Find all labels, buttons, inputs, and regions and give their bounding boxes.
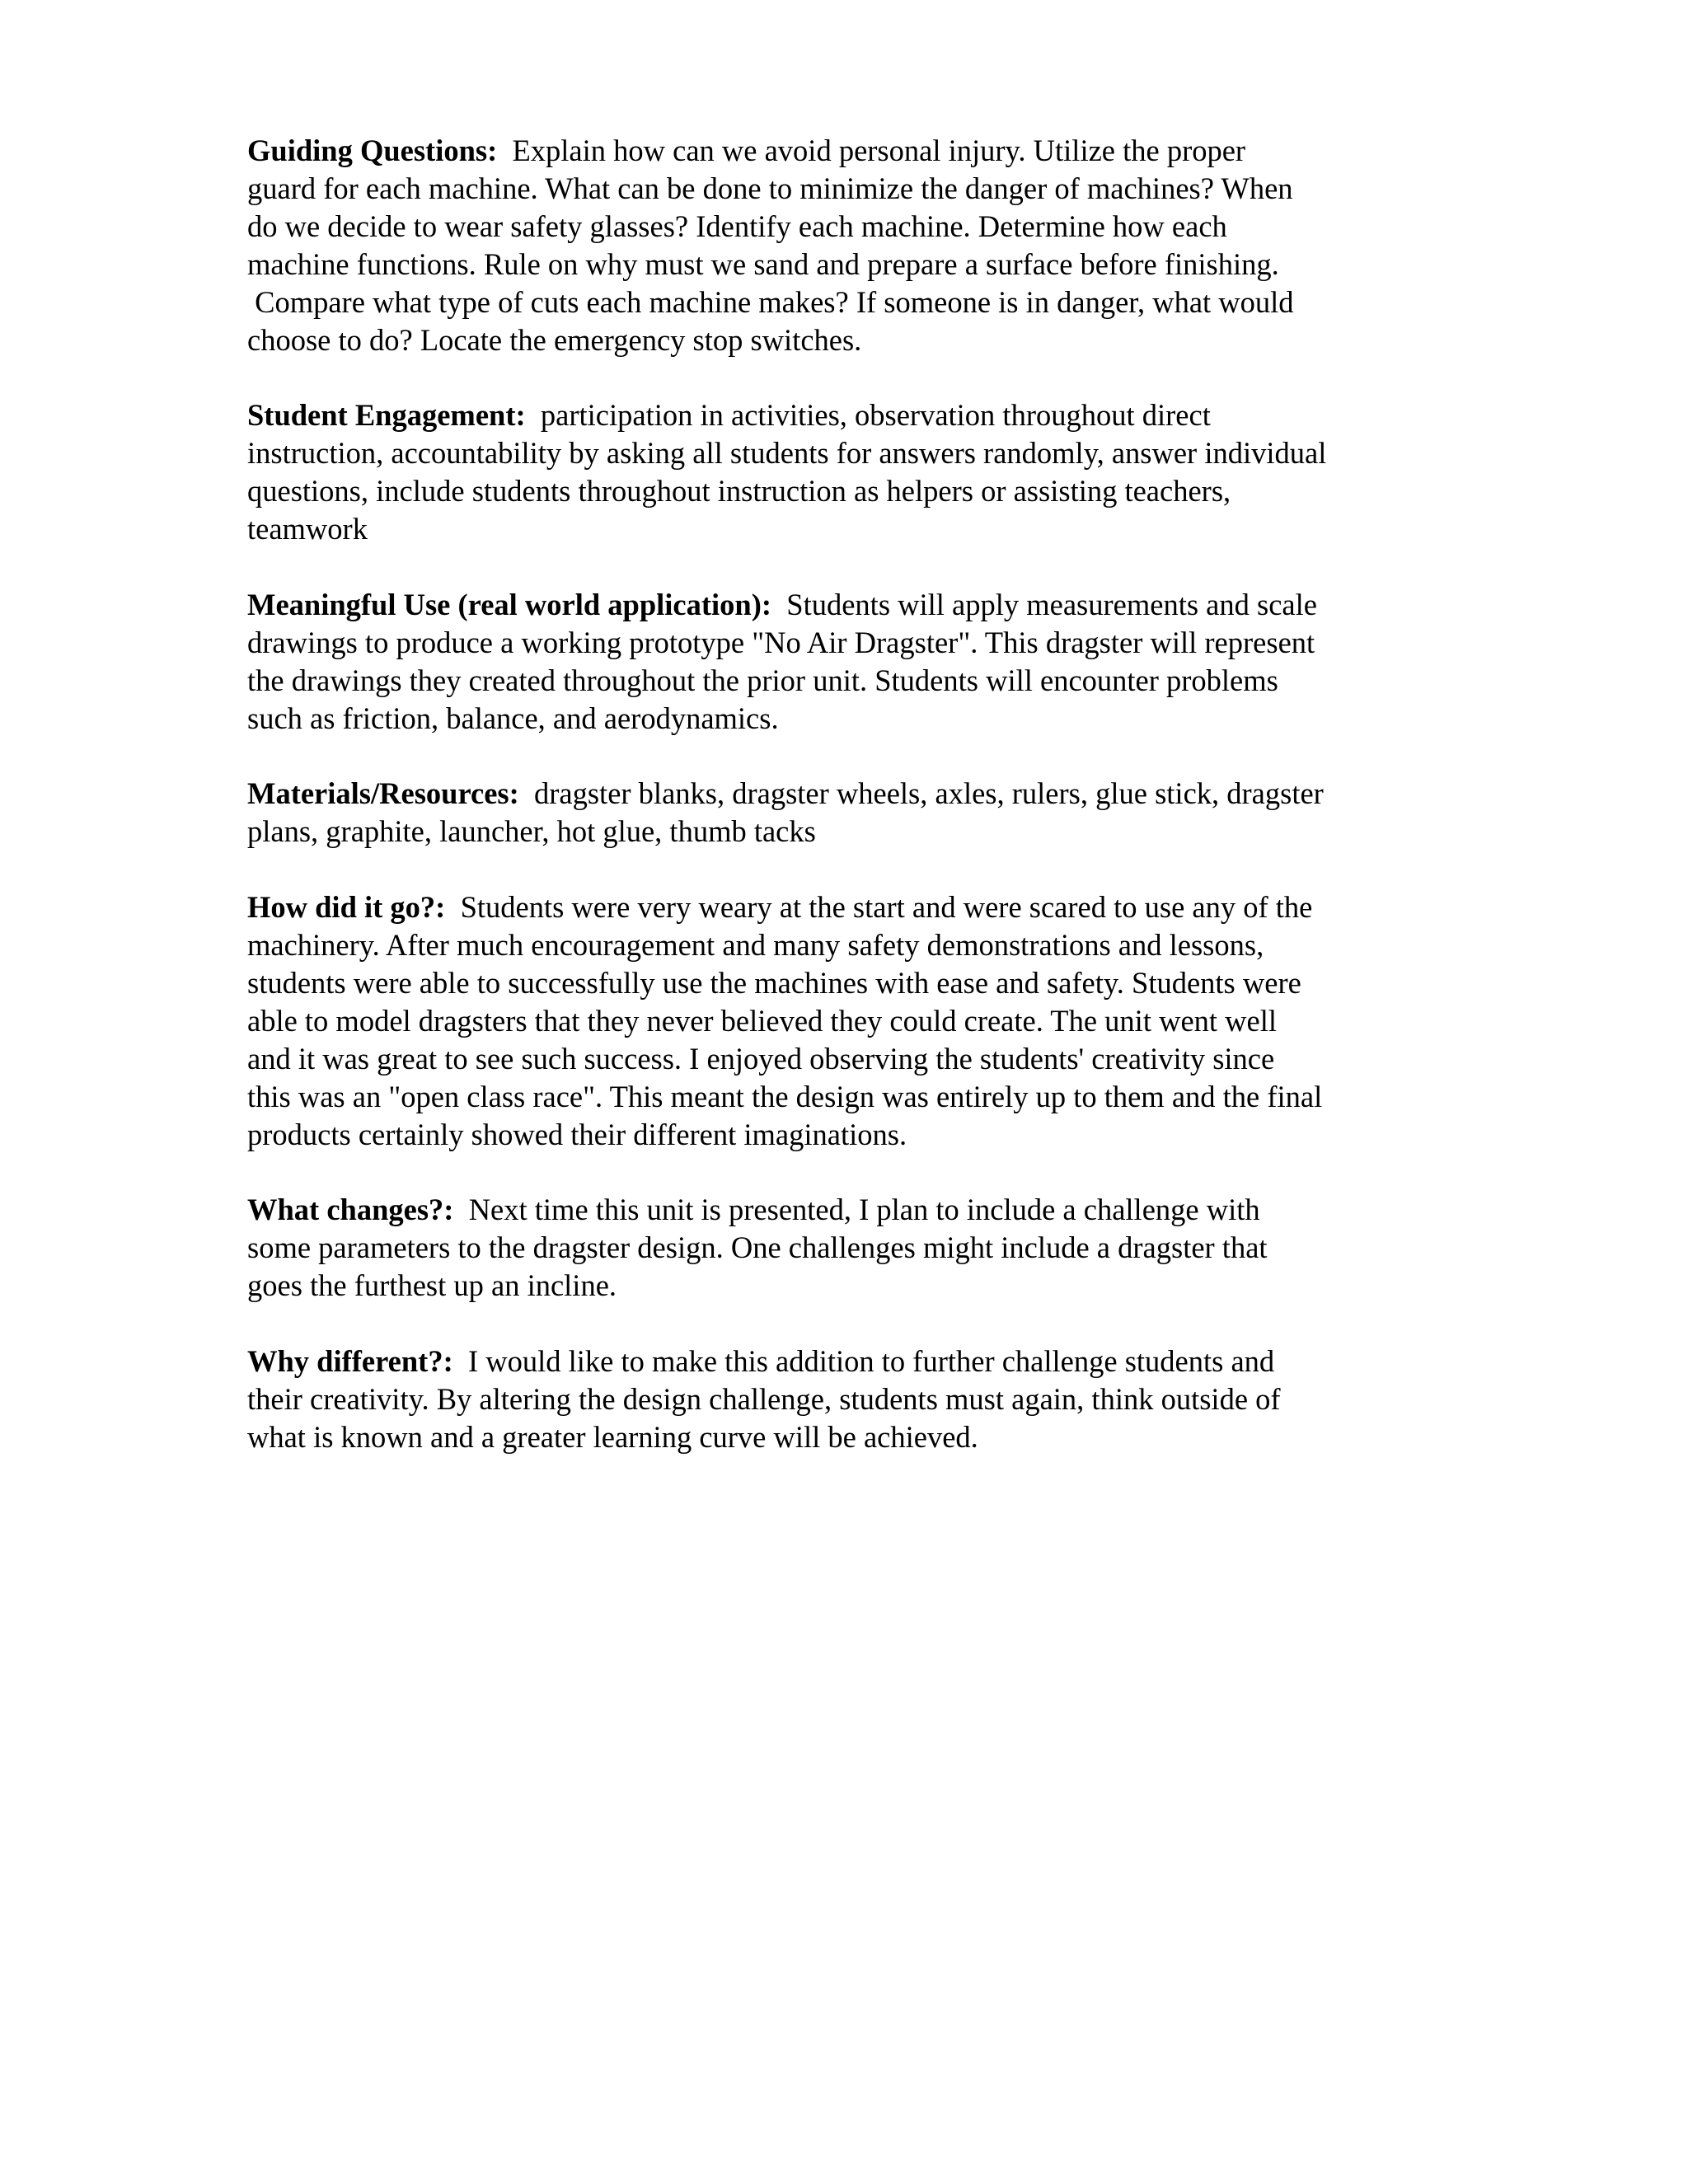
- section-heading: What changes?:: [247, 1193, 454, 1227]
- section-why-different: [247, 1343, 1451, 1456]
- section-line: teamwork: [247, 512, 368, 546]
- section-line: this was an "open class race". This meant the design was entirely up to them and the final: [247, 1079, 1323, 1113]
- section-line: choose to do? Locate the emergency stop switches.: [247, 322, 862, 357]
- section-heading: Materials/Resources:: [247, 776, 519, 811]
- section-line: and it was great to see such success. I enjoyed observing the students' creativity since: [247, 1041, 1275, 1076]
- section-line: do we decide to wear safety glasses? Identify each machine. Determine how each: [247, 209, 1227, 243]
- section-line: drawings to produce a working prototype "No Air Dragster". This dragster will represent: [247, 625, 1315, 659]
- section-line: the drawings they created throughout the prior unit. Students will encounter problems: [247, 663, 1278, 697]
- section-how-did-it-go: [247, 888, 1451, 1153]
- section-line: Students will apply measurements and scale: [786, 587, 1317, 621]
- section-materials-resources: [247, 775, 1451, 851]
- section-line: Explain how can we avoid personal injury. Utilize the proper: [512, 134, 1246, 167]
- section-line: dragster blanks, dragster wheels, axles, rulers, glue stick, dragster: [534, 776, 1324, 811]
- section-line: guard for each machine. What can be done to minimize the danger of machines? When: [247, 171, 1293, 205]
- section-line: some parameters to the dragster design. One challenges might include a dragster that: [247, 1230, 1268, 1265]
- section-line: machine functions. Rule on why must we sand and prepare a surface before finishing.: [247, 246, 1279, 281]
- section-line: plans, graphite, launcher, hot glue, thumb tacks: [247, 814, 816, 849]
- section-line: I would like to make this addition to further challenge students and: [467, 1343, 1275, 1378]
- section-line: questions, include students throughout instruction as helpers or assisting teachers,: [247, 474, 1231, 509]
- section-heading: Guiding Questions:: [247, 134, 498, 167]
- section-line: machinery. After much encouragement and many safety demonstrations and lessons,: [247, 927, 1264, 962]
- section-line: students were able to successfully use the machines with ease and safety. Students were: [247, 965, 1301, 1000]
- section-what-changes: [247, 1191, 1451, 1305]
- section-line: participation in activities, observation throughout direct: [540, 398, 1211, 433]
- section-line: Next time this unit is presented, I plan to include a challenge with: [468, 1193, 1260, 1227]
- section-line: able to model dragsters that they never believed they could create. The unit went well: [247, 1003, 1278, 1038]
- section-line: goes the furthest up an incline.: [247, 1268, 617, 1303]
- section-line: products certainly showed their different imaginations.: [247, 1117, 907, 1151]
- section-line: Compare what type of cuts each machine makes? If someone is in danger, what would: [255, 284, 1294, 319]
- section-line: what is known and a greater learning curve will be achieved.: [247, 1419, 978, 1454]
- section-line: Students were very weary at the start and were scared to use any of the: [460, 890, 1313, 925]
- section-heading: How did it go?:: [247, 890, 446, 925]
- section-student-engagement: [247, 396, 1451, 548]
- document-body: [247, 132, 1451, 1494]
- section-line: such as friction, balance, and aerodynamics.: [247, 701, 779, 735]
- section-line: their creativity. By altering the design challenge, students must again, think outside of: [247, 1381, 1281, 1416]
- section-heading: Meaningful Use (real world application):: [247, 587, 772, 621]
- section-heading: Student Engagement:: [247, 398, 526, 433]
- section-meaningful-use: [247, 586, 1451, 738]
- section-guiding-questions: [247, 132, 1451, 359]
- section-heading: Why different?:: [247, 1343, 453, 1378]
- section-line: instruction, accountability by asking all students for answers randomly, answer individual: [247, 436, 1327, 471]
